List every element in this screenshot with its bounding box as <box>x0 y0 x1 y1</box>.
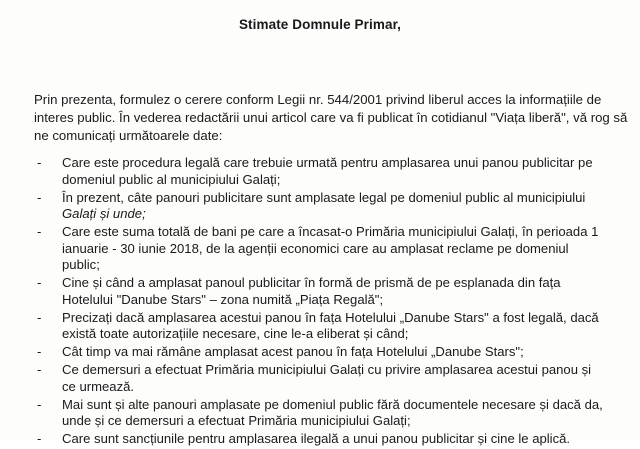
list-item <box>0 310 640 343</box>
list-item <box>0 362 640 395</box>
list-dash: - <box>37 309 42 325</box>
intro-line: Prin prezenta, formulez o cerere conform Legii nr. 544/2001 privind liberul acces la informațiile de <box>34 92 602 107</box>
list-item <box>0 275 640 308</box>
list-item <box>0 155 640 188</box>
intro-line: ne comunicați următoarele date: <box>34 128 223 143</box>
list-item-text <box>62 155 634 188</box>
list-item-line: unde și ce demersuri a efectuat Primăria municipiului Galați; <box>62 413 411 428</box>
list-item-text <box>62 344 634 361</box>
list-item-line: Care sunt sancțiunile pentru amplasarea ilegală a unui panou publicitar și cine le aplică. <box>62 431 571 446</box>
list-item-line: Cât timp va mai rămâne amplasat acest panou în fața Hotelului „Danube Stars"; <box>62 344 524 359</box>
list-item-line: În prezent, câte panouri publicitare sunt amplasate legal pe domeniul public al municipiului <box>62 189 586 205</box>
list-item-text <box>62 431 634 448</box>
list-item-line: ianuarie - 30 iunie 2018, de la agenții economici care au amplasat reclame pe domeniul <box>62 240 569 256</box>
list-item-line: Cine și când a amplasat panoul publicitar în formă de prismă de pe esplanada din fața <box>62 275 561 290</box>
list-item-line: Galați și unde; <box>62 206 146 221</box>
list-item-text <box>62 397 634 430</box>
list-item-line: Precizați dacă amplasarea acestui panou în fața Hotelului „Danube Stars" a fost legală, dacă <box>62 309 599 325</box>
list-item-line: public; <box>62 257 100 272</box>
list-item-text <box>62 190 634 223</box>
list-dash: - <box>37 189 42 205</box>
list-dash: - <box>37 275 42 290</box>
list-item-line: Care este procedura legală care trebuie urmată pentru amplasarea unui panou publicitar pe <box>62 155 593 170</box>
intro-paragraph <box>34 91 634 145</box>
list-item-text <box>62 275 634 308</box>
intro-line: interes public. În vederea redactării unui articol care va fi publicat în cotidianul "Viața liberă", vă rog să <box>34 110 628 125</box>
list-item <box>0 224 640 274</box>
list-item-line: Care este suma totală de bani pe care a încasat-o Primăria municipiului Galați, în perioada 1 <box>62 224 599 239</box>
list-dash: - <box>37 224 42 239</box>
list-item <box>0 190 640 223</box>
list-item <box>0 397 640 430</box>
list-dash: - <box>37 396 42 412</box>
salutation-heading: Stimate Domnule Primar, <box>238 17 402 32</box>
list-item-line: domeniul public al municipiului Galați; <box>62 171 281 187</box>
list-item-text <box>62 362 634 395</box>
list-dash: - <box>37 344 42 359</box>
list-item-line: Mai sunt și alte panouri amplasate pe domeniul public fără documentele necesare și dacă da, <box>62 396 603 412</box>
list-item <box>0 344 640 361</box>
list-dash: - <box>37 431 42 446</box>
list-item-text <box>62 310 634 343</box>
request-list <box>0 155 640 449</box>
list-item <box>0 431 640 448</box>
list-item-text <box>62 224 634 274</box>
list-dash: - <box>37 155 42 170</box>
list-item-line: ce urmează. <box>62 378 135 394</box>
list-item-line: Ce demersuri a efectuat Primăria municipiului Galați cu privire amplasarea acestui panou și <box>62 362 592 377</box>
list-item-line: Hotelului "Danube Stars" – zona numită „Piața Regală"; <box>62 291 384 307</box>
list-item-line: există toate autorizațiile necesare, cine le-a eliberat și când; <box>62 326 409 341</box>
list-dash: - <box>37 362 42 377</box>
